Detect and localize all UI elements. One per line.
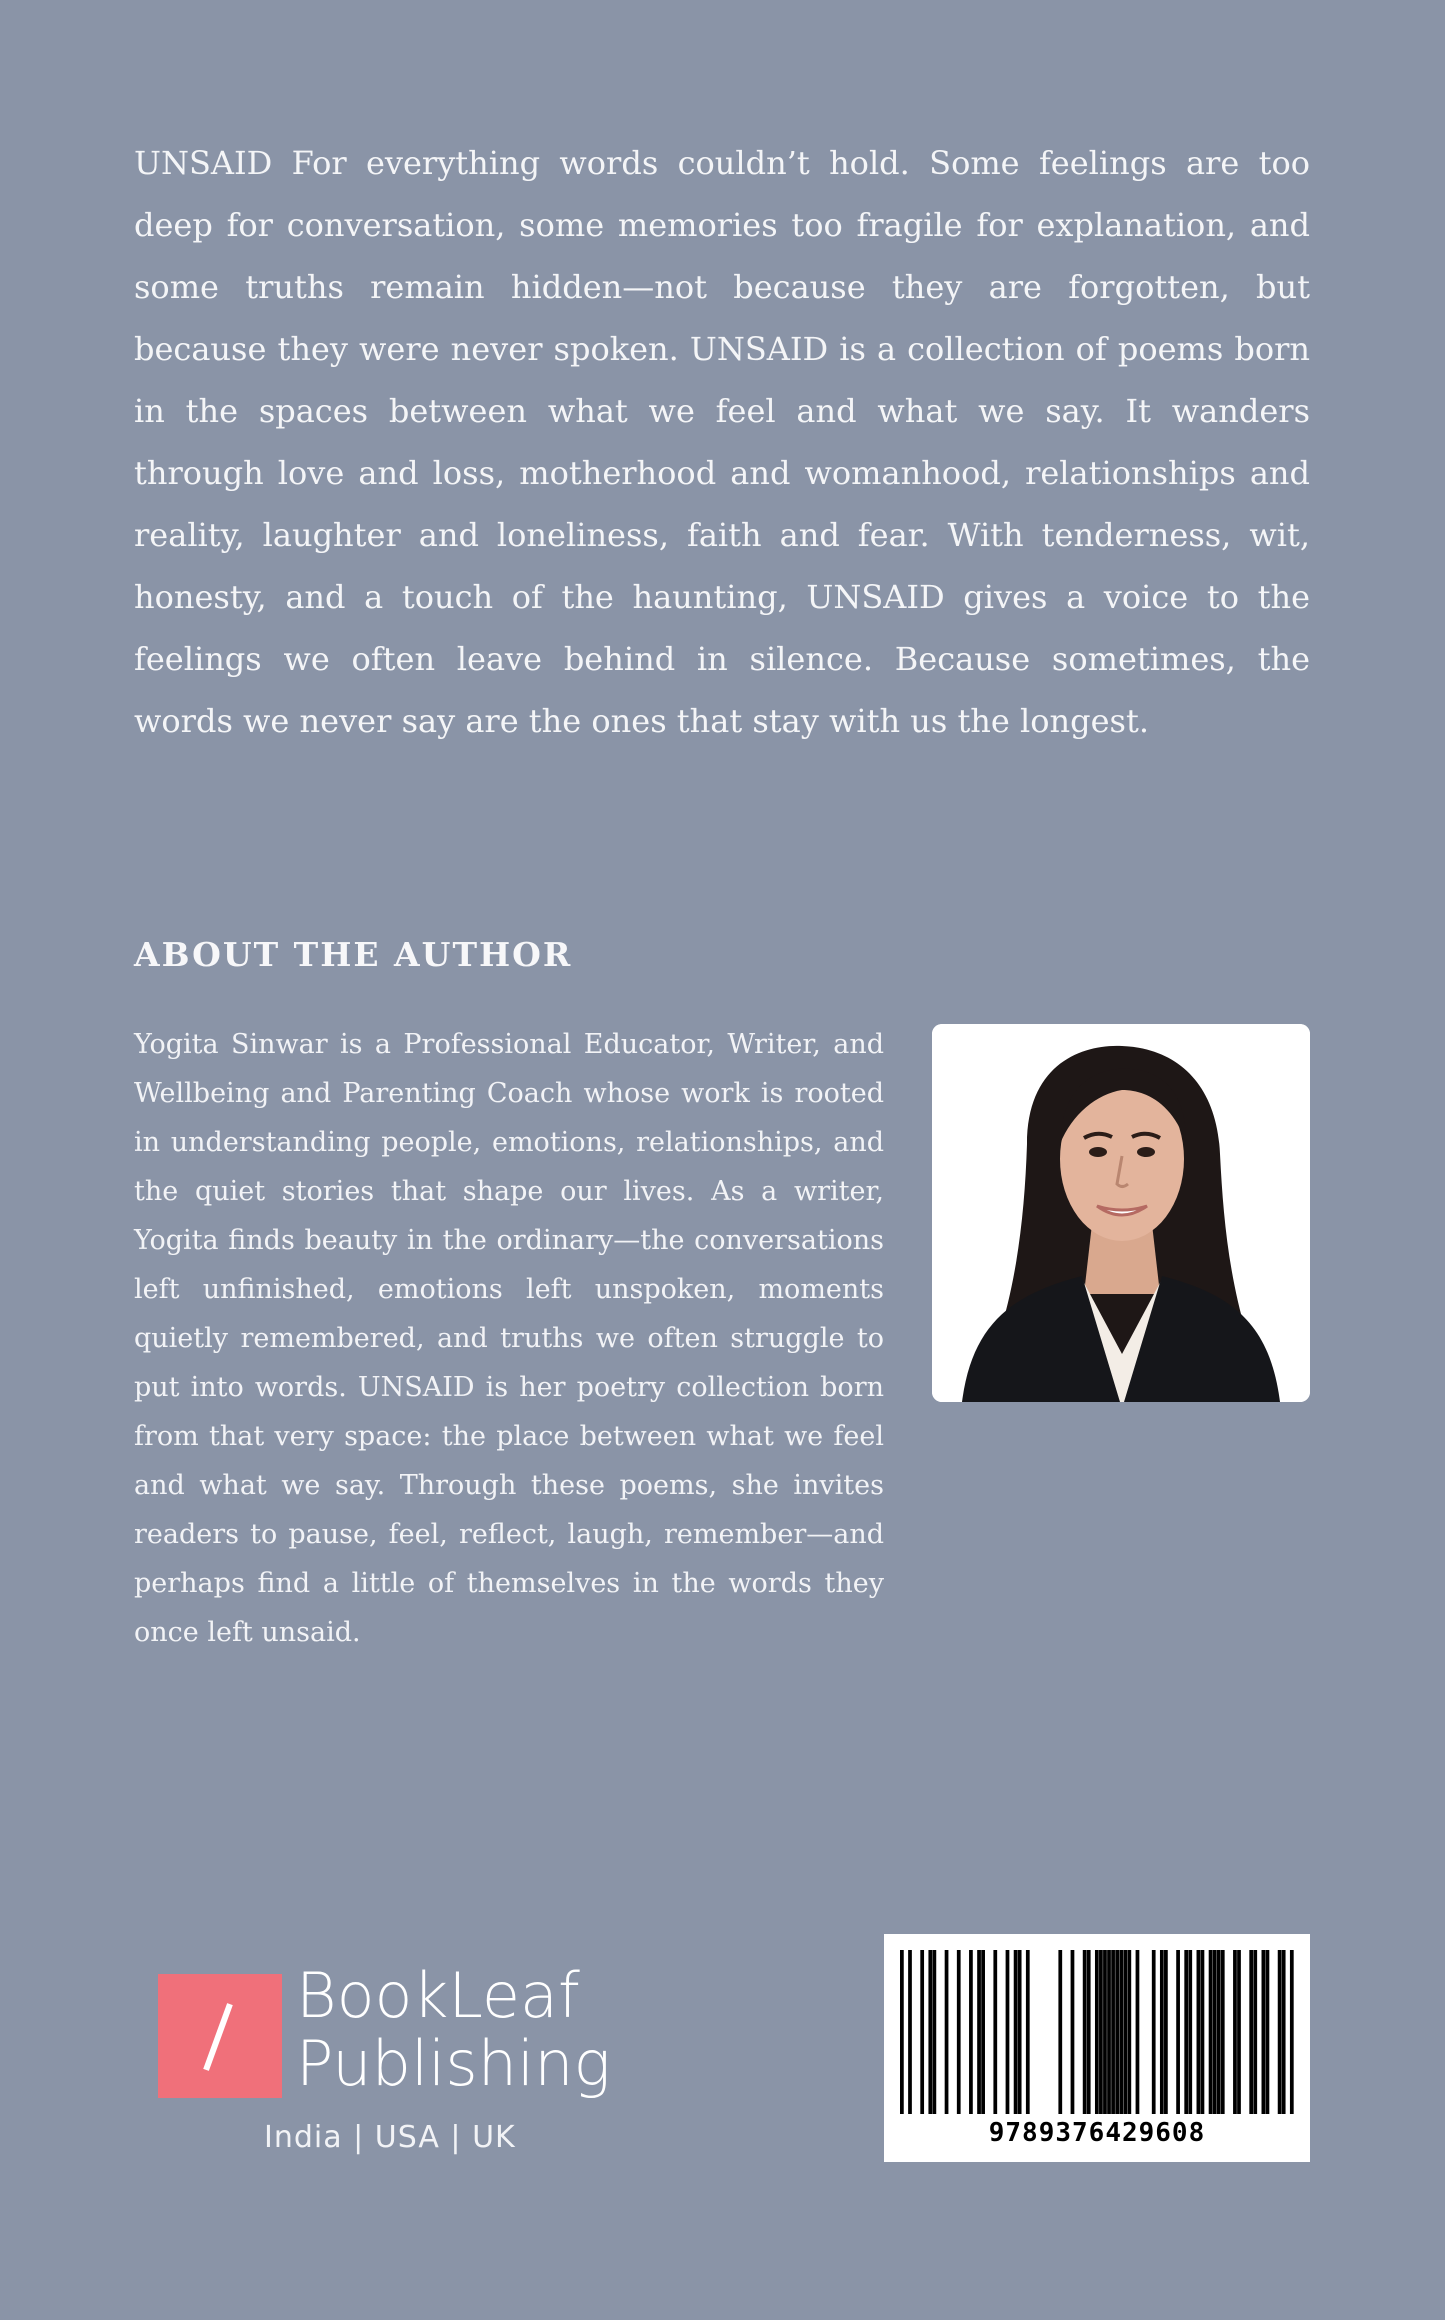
barcode-bar — [1119, 1950, 1123, 2114]
publisher-name-line2: Publishing — [296, 2027, 611, 2100]
barcode-bar — [1014, 1950, 1018, 2114]
barcode-bar — [1213, 1950, 1217, 2114]
barcode-bar — [932, 1950, 936, 2114]
barcode-bar — [900, 1950, 904, 2114]
barcode-bar — [1188, 1950, 1192, 2114]
barcode-bar — [1026, 1950, 1030, 2114]
barcode-bar — [1160, 1950, 1164, 2114]
barcode-bar — [1221, 1950, 1225, 2114]
barcode-bar — [1282, 1950, 1286, 2114]
barcode-bar — [928, 1950, 932, 2114]
barcode-bar — [1249, 1950, 1253, 2114]
barcode-bar — [957, 1950, 961, 2114]
publisher-name-line1: BookLeaf — [296, 1959, 580, 2032]
barcode-bar — [1233, 1950, 1237, 2114]
barcode-bar — [1136, 1950, 1140, 2114]
barcode-bar — [1018, 1950, 1022, 2114]
barcode-bar — [1095, 1950, 1099, 2114]
barcode-bar — [1253, 1950, 1257, 2114]
barcode-bar — [1115, 1950, 1119, 2114]
author-portrait-icon — [932, 1024, 1310, 1402]
about-author-heading: ABOUT THE AUTHOR — [134, 935, 573, 974]
publisher-name — [296, 1959, 611, 2100]
publisher-logo — [158, 1959, 618, 2168]
barcode-bar — [1217, 1950, 1221, 2114]
barcode-bar — [981, 1950, 985, 2114]
slash-icon — [203, 2003, 233, 2071]
barcode-bar — [920, 1950, 924, 2114]
barcode-bar — [1123, 1950, 1127, 2114]
barcode-bar — [1164, 1950, 1168, 2114]
back-cover-blurb: UNSAID For everything words couldn’t hold. Some feelings are too deep for conversation, some memories too fragile for explanation, and some truths remain hidden—not because they are forgotten, but because they were never spoken. UNSAID is a collection of poems born in the spaces between what we feel and what we say. It wanders through love and loss, motherhood and womanhood, relationships and reality, laughter and loneliness, faith and fear. With tenderness, wit, honesty, and a touch of the haunting, UNSAID gives a voice to the feelings we often leave behind in silence. Because sometimes, the words we never say are the ones that stay with us the longest. — [134, 144, 1310, 740]
barcode-bar — [1083, 1950, 1087, 2114]
barcode-bars — [900, 1950, 1294, 2114]
barcode-bar — [1087, 1950, 1091, 2114]
barcode-bar — [1184, 1950, 1188, 2114]
barcode-bar — [1071, 1950, 1075, 2114]
barcode-bar — [1111, 1950, 1115, 2114]
barcode-bar — [1290, 1950, 1294, 2114]
barcode-bar — [1176, 1950, 1180, 2114]
barcode-bar — [1103, 1950, 1107, 2114]
barcode-bar — [1127, 1950, 1131, 2114]
barcode-bar — [1152, 1950, 1156, 2114]
isbn-number: 9789376429608 — [988, 2118, 1206, 2148]
barcode-bar — [1262, 1950, 1266, 2114]
barcode-bar — [1237, 1950, 1241, 2114]
barcode-bar — [1006, 1950, 1010, 2114]
publisher-regions: India | USA | UK — [264, 2120, 516, 2155]
barcode-bar — [993, 1950, 997, 2114]
barcode-bar — [977, 1950, 981, 2114]
barcode-bar — [1266, 1950, 1270, 2114]
barcode-bar — [1197, 1950, 1201, 2114]
publisher-logo-mark — [158, 1974, 282, 2098]
barcode-bar — [1209, 1950, 1213, 2114]
barcode-bar — [945, 1950, 949, 2114]
author-bio: Yogita Sinwar is a Professional Educator, Writer, and Wellbeing and Parenting Coach whose work is rooted in understanding people, emotions, relationships, and the quiet stories that shape our lives. As a writer, Yogita finds beauty in the ordinary—the conversations left unfinished, emotions left unspoken, moments quietly remembered, and truths we often struggle to put into words. UNSAID is her poetry collection born from that very space: the place between what we feel and what we say. Through these poems, she invites readers to pause, feel, reflect, laugh, remember—and perhaps find a little of themselves in the words they once left unsaid. — [134, 1029, 884, 1648]
isbn-barcode — [884, 1934, 1310, 2162]
barcode-bar — [969, 1950, 973, 2114]
barcode-bar — [1278, 1950, 1282, 2114]
barcode-bar — [1099, 1950, 1103, 2114]
barcode-bar — [1107, 1950, 1111, 2114]
author-photo — [932, 1024, 1310, 1402]
barcode-bar — [908, 1950, 912, 2114]
barcode-bar — [1201, 1950, 1205, 2114]
barcode-bar — [1058, 1950, 1062, 2114]
